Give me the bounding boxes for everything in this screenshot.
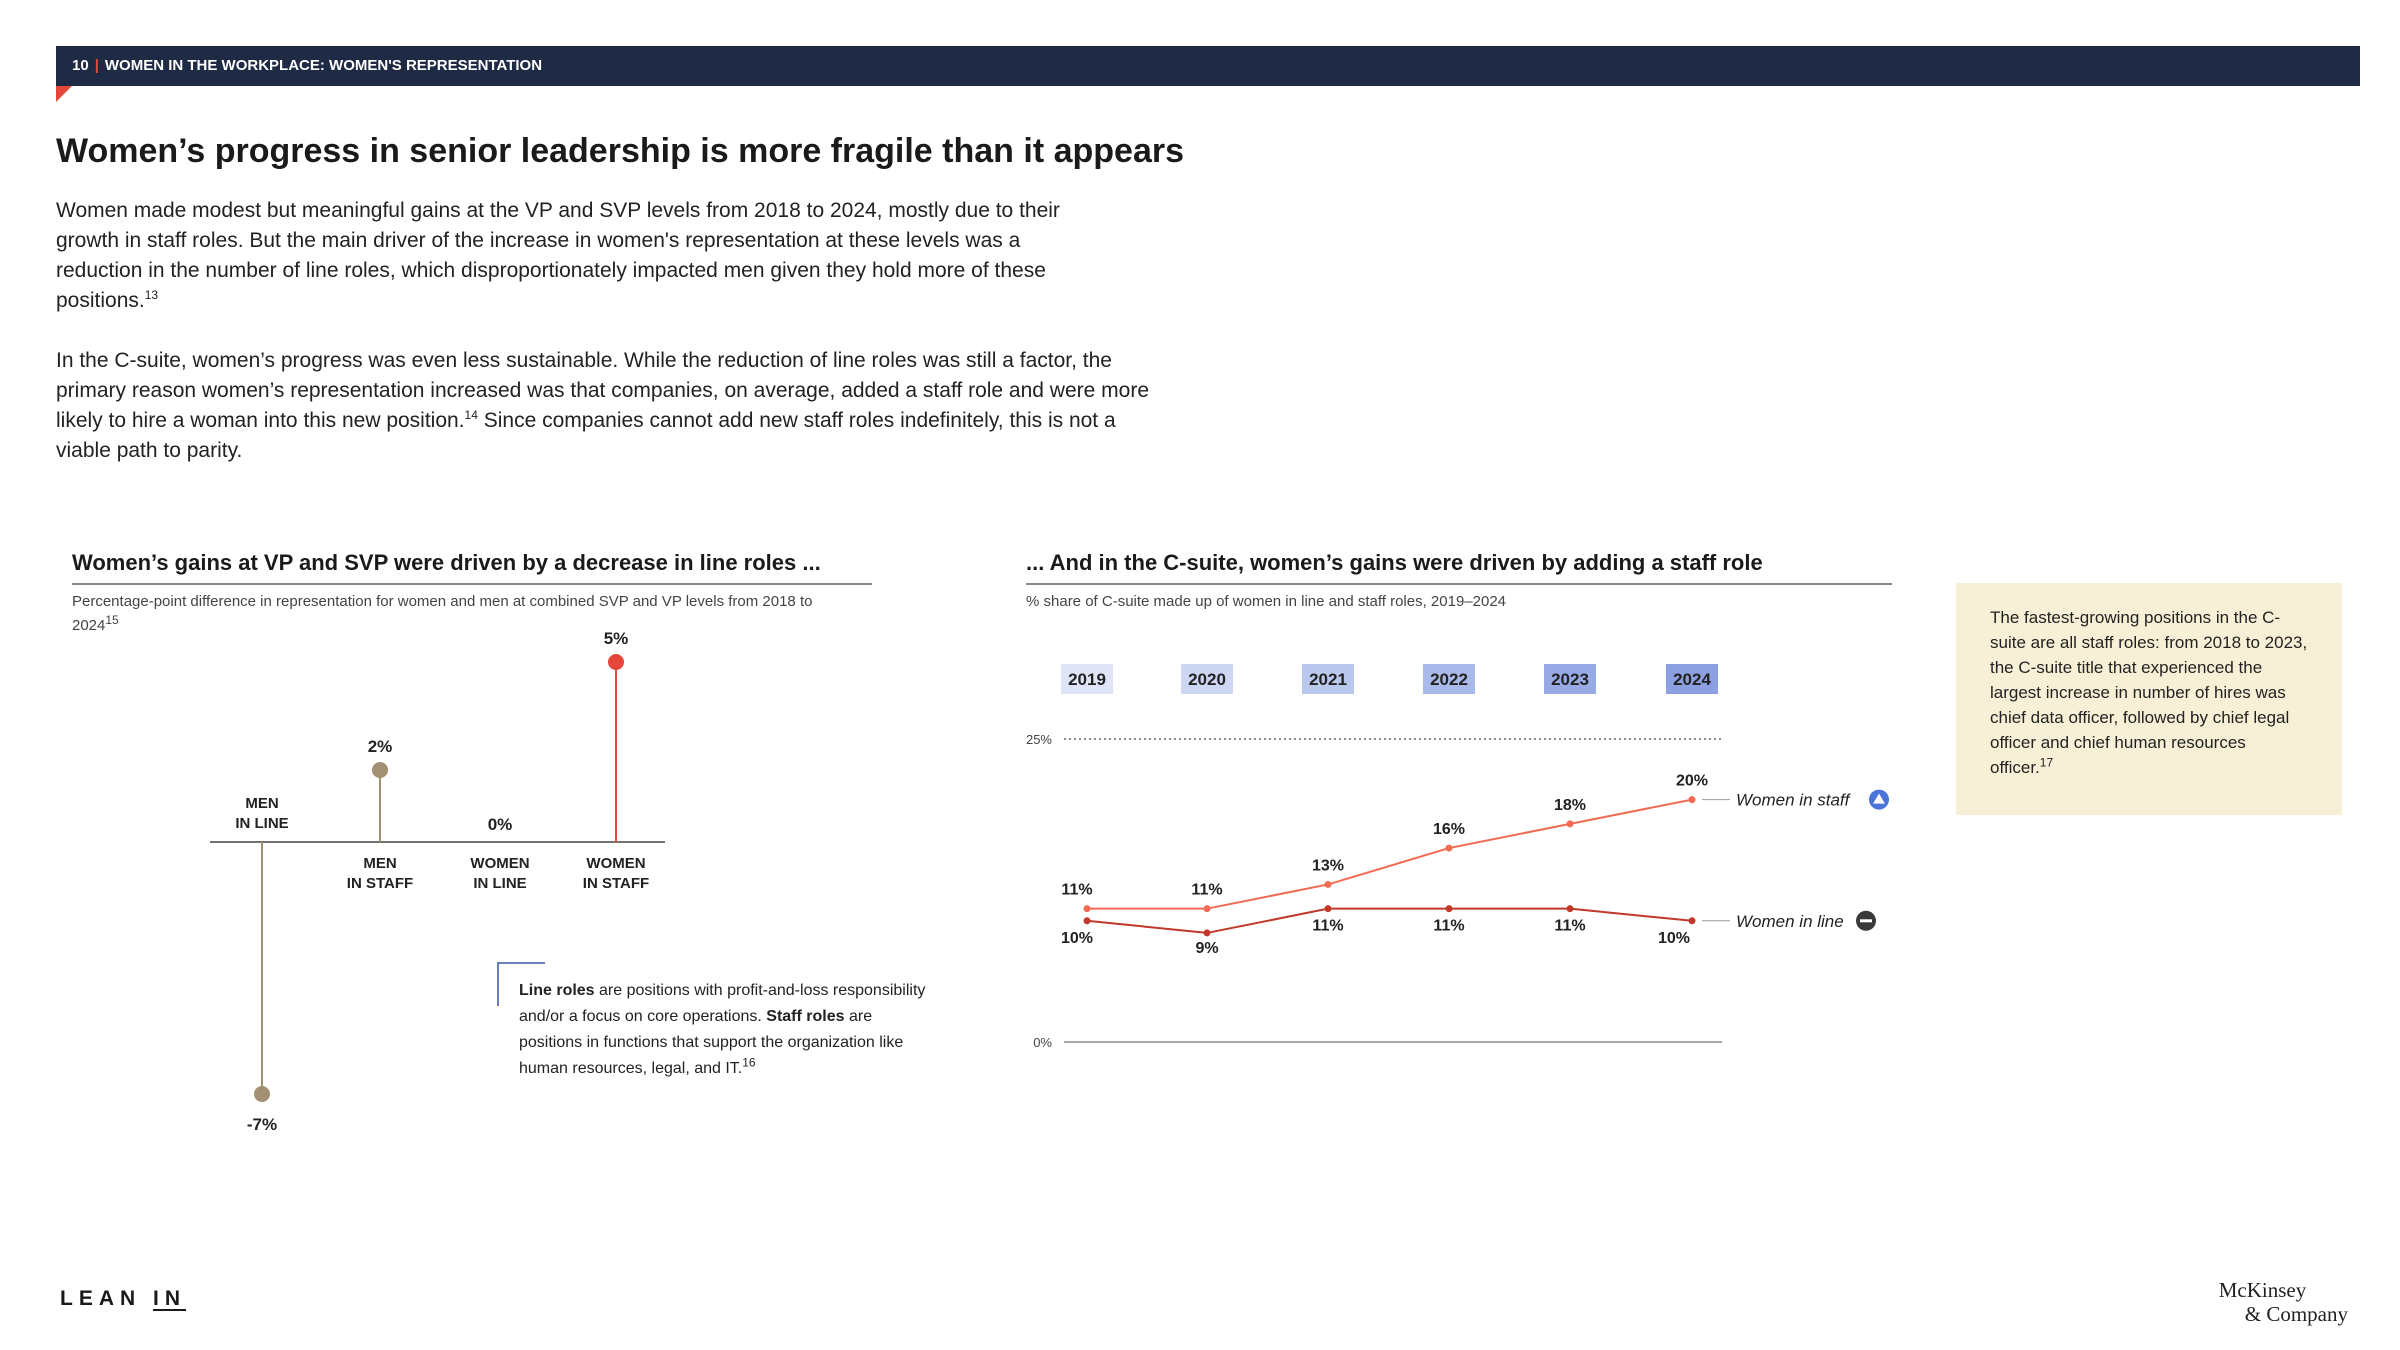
year-label: 2019 bbox=[1068, 670, 1106, 689]
series-point bbox=[1446, 905, 1453, 912]
left-chart-subtitle-text: Percentage-point difference in representation for women and men at combined SVP and VP levels from 2018 to 2024 bbox=[72, 593, 813, 634]
footnote-ref: 13 bbox=[144, 288, 159, 302]
legend-label: Women in line bbox=[1736, 911, 1844, 931]
y-tick-label: 25% bbox=[1025, 732, 1052, 747]
mckinsey-logo-line2: & Company bbox=[2244, 1302, 2348, 1326]
year-label: 2022 bbox=[1430, 670, 1468, 689]
data-label: 11% bbox=[1554, 917, 1586, 935]
data-label: 11% bbox=[1312, 917, 1344, 935]
category-label: IN LINE bbox=[235, 815, 289, 832]
data-label: 16% bbox=[1432, 821, 1466, 839]
right-chart-title: ... And in the C-suite, women’s gains were driven by adding a staff role bbox=[1026, 550, 1763, 575]
mckinsey-logo-line1: McKinsey bbox=[2218, 1278, 2307, 1302]
category-label: IN STAFF bbox=[346, 875, 414, 892]
series-point bbox=[1567, 905, 1574, 912]
category-label: IN LINE bbox=[473, 875, 527, 892]
year-label: 2024 bbox=[1673, 670, 1711, 689]
legend-label: Women in staff bbox=[1736, 790, 1850, 810]
data-label: 10% bbox=[1657, 929, 1691, 947]
right-chart-subtitle: % share of C-suite made up of women in line and staff roles, 2019–2024 bbox=[1026, 593, 1507, 610]
category-label: IN STAFF bbox=[582, 875, 650, 892]
footnote-ref: 17 bbox=[2039, 755, 2054, 770]
lean-in-logo-text: LEAN bbox=[60, 1287, 153, 1310]
value-label: 0% bbox=[487, 815, 513, 834]
staff-roles-definition: are positions in functions that support the organization like human resources, legal, and IT. bbox=[519, 1008, 904, 1077]
data-label: 18% bbox=[1553, 796, 1587, 814]
minus-icon-glyph bbox=[1860, 919, 1872, 922]
data-label: 10% bbox=[1060, 929, 1094, 947]
header-separator: | bbox=[94, 57, 99, 74]
data-label: 11% bbox=[1433, 917, 1465, 935]
series-point bbox=[1204, 929, 1211, 936]
staff-roles-term: Staff roles bbox=[766, 1008, 845, 1025]
callout-text: The fastest-growing positions in the C-suite are all staff roles: from 2018 to 2023, the C-suite title that experienced the largest increase in number of hires was chief data officer, followed by chief legal officer and chief human resources officer. bbox=[1990, 608, 2308, 777]
year-label: 2020 bbox=[1188, 670, 1226, 689]
series-point bbox=[1325, 881, 1332, 888]
line-roles-definition: are positions with profit-and-loss responsibility and/or a focus on core operations. bbox=[519, 982, 926, 1025]
y-tick-label: 0% bbox=[1033, 1035, 1052, 1050]
lean-in-logo bbox=[60, 1287, 186, 1311]
category-label: MEN bbox=[245, 795, 279, 812]
series-point bbox=[1325, 905, 1332, 912]
data-label: 11% bbox=[1191, 881, 1223, 899]
series-point bbox=[1689, 917, 1696, 924]
value-label: 5% bbox=[603, 629, 629, 648]
category-label: WOMEN bbox=[586, 855, 646, 872]
line-roles-term: Line roles bbox=[519, 982, 595, 999]
callout-box bbox=[1956, 583, 2342, 815]
category-label: WOMEN bbox=[470, 855, 530, 872]
csuite-paragraph-text-cont: Since companies cannot add new staff roles indefinitely, this is not a viable path to parity. bbox=[56, 409, 1116, 462]
intro-paragraph-text: Women made modest but meaningful gains at the VP and SVP levels from 2018 to 2024, mostly due to their growth in staff roles. But the main driver of the increase in women's representation at these levels was a reduction in the number of line roles, which disproportionately impacted men given they hold more of these positions. bbox=[56, 199, 1060, 312]
page-number: 10 bbox=[72, 57, 89, 74]
left-chart-title: Women’s gains at VP and SVP were driven by a decrease in line roles ... bbox=[72, 550, 821, 575]
series-point bbox=[1084, 917, 1091, 924]
series-point bbox=[1084, 905, 1091, 912]
category-label: MEN bbox=[363, 855, 397, 872]
value-label: 2% bbox=[367, 737, 393, 756]
series-line bbox=[1087, 800, 1692, 909]
footnote-ref: 15 bbox=[105, 613, 119, 627]
page-title: Women’s progress in senior leadership is more fragile than it appears bbox=[56, 132, 1184, 170]
series-point bbox=[1446, 845, 1453, 852]
section-title: WOMEN IN THE WORKPLACE: WOMEN'S REPRESENTATION bbox=[104, 57, 543, 74]
value-label: -7% bbox=[246, 1115, 278, 1134]
year-label: 2021 bbox=[1309, 670, 1347, 689]
year-label: 2023 bbox=[1551, 670, 1589, 689]
series-line bbox=[1087, 909, 1692, 933]
series-point bbox=[1689, 796, 1696, 803]
data-label: 13% bbox=[1311, 857, 1345, 875]
mckinsey-logo bbox=[2219, 1278, 2348, 1326]
series-point bbox=[1567, 820, 1574, 827]
data-label: 9% bbox=[1195, 939, 1219, 957]
csuite-paragraph-text: In the C-suite, women’s progress was even less sustainable. While the reduction of line roles was still a factor, the primary reason women’s representation increased was that companies, on average, added a staff role and were more likely to hire a woman into this new position. bbox=[56, 349, 1149, 432]
series-point bbox=[1204, 905, 1211, 912]
data-label: 11% bbox=[1061, 881, 1093, 899]
data-label: 20% bbox=[1675, 772, 1709, 790]
footnote-ref: 14 bbox=[464, 408, 478, 422]
footnote-ref: 16 bbox=[742, 1055, 756, 1070]
lean-in-logo-underline: IN bbox=[153, 1287, 186, 1310]
